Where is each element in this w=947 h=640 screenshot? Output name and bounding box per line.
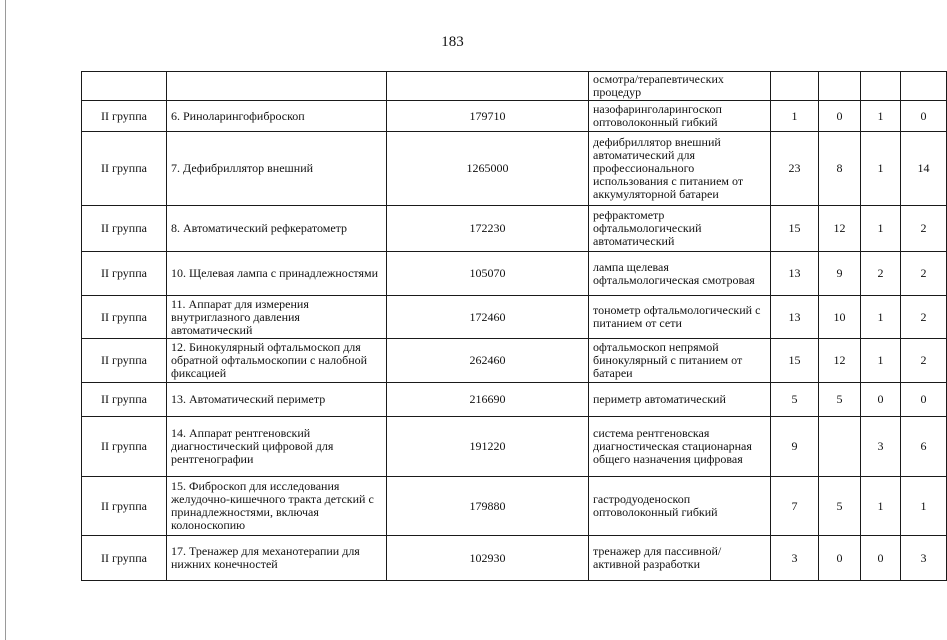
count-cell-1: 23 <box>771 132 819 206</box>
table-row <box>82 339 947 383</box>
count-cell-4 <box>901 72 947 101</box>
group-cell: II группа <box>82 101 167 132</box>
equipment-name-cell: 6. Риноларингофиброскоп <box>167 101 387 132</box>
count-cell-3: 1 <box>861 132 901 206</box>
table-row <box>82 477 947 536</box>
group-cell: II группа <box>82 383 167 417</box>
code-cell: 105070 <box>387 252 589 296</box>
count-cell-3: 0 <box>861 536 901 581</box>
count-cell-3: 1 <box>861 296 901 339</box>
code-cell: 179710 <box>387 101 589 132</box>
count-cell-4: 14 <box>901 132 947 206</box>
code-cell: 191220 <box>387 417 589 477</box>
table-row <box>82 252 947 296</box>
count-cell-3: 1 <box>861 339 901 383</box>
count-cell-4: 2 <box>901 206 947 252</box>
count-cell-1: 15 <box>771 339 819 383</box>
equipment-name-cell: 13. Автоматический периметр <box>167 383 387 417</box>
page-edge-rule <box>5 0 6 640</box>
count-cell-1: 13 <box>771 296 819 339</box>
equipment-name-cell: 12. Бинокулярный офтальмоскоп для обратной офтальмоскопии с налобной фиксацией <box>167 339 387 383</box>
code-cell: 172460 <box>387 296 589 339</box>
group-cell: II группа <box>82 132 167 206</box>
device-type-cell: осмотра/терапевтических процедур <box>589 72 771 101</box>
device-type-cell: лампа щелевая офтальмологическая смотровая <box>589 252 771 296</box>
equipment-name-cell: 17. Тренажер для механотерапии для нижних конечностей <box>167 536 387 581</box>
count-cell-2: 9 <box>819 252 861 296</box>
count-cell-4: 1 <box>901 477 947 536</box>
count-cell-3: 1 <box>861 477 901 536</box>
group-cell <box>82 72 167 101</box>
device-type-cell: периметр автоматический <box>589 383 771 417</box>
count-cell-1: 3 <box>771 536 819 581</box>
code-cell: 262460 <box>387 339 589 383</box>
table-row <box>82 536 947 581</box>
count-cell-2 <box>819 72 861 101</box>
device-type-cell: тренажер для пассивной/активной разработки <box>589 536 771 581</box>
table-row <box>82 296 947 339</box>
count-cell-2: 5 <box>819 383 861 417</box>
count-cell-3: 1 <box>861 101 901 132</box>
count-cell-1: 9 <box>771 417 819 477</box>
code-cell: 172230 <box>387 206 589 252</box>
count-cell-1: 7 <box>771 477 819 536</box>
count-cell-4: 0 <box>901 383 947 417</box>
table-row <box>82 72 947 101</box>
count-cell-3: 1 <box>861 206 901 252</box>
count-cell-1: 15 <box>771 206 819 252</box>
count-cell-4: 2 <box>901 252 947 296</box>
count-cell-3 <box>861 72 901 101</box>
count-cell-2: 0 <box>819 536 861 581</box>
group-cell: II группа <box>82 296 167 339</box>
code-cell: 1265000 <box>387 132 589 206</box>
code-cell: 102930 <box>387 536 589 581</box>
group-cell: II группа <box>82 536 167 581</box>
code-cell: 216690 <box>387 383 589 417</box>
group-cell: II группа <box>82 417 167 477</box>
code-cell: 179880 <box>387 477 589 536</box>
equipment-name-cell: 14. Аппарат рентгеновский диагностический цифровой для рентгенографии <box>167 417 387 477</box>
count-cell-1: 5 <box>771 383 819 417</box>
table-row <box>82 101 947 132</box>
table-row <box>82 132 947 206</box>
count-cell-1: 1 <box>771 101 819 132</box>
table-row <box>82 383 947 417</box>
count-cell-1: 13 <box>771 252 819 296</box>
equipment-name-cell: 8. Автоматический рефкератометр <box>167 206 387 252</box>
equipment-name-cell: 7. Дефибриллятор внешний <box>167 132 387 206</box>
device-type-cell: гастродуоденоскоп оптоволоконный гибкий <box>589 477 771 536</box>
count-cell-2: 10 <box>819 296 861 339</box>
count-cell-2 <box>819 417 861 477</box>
count-cell-4: 3 <box>901 536 947 581</box>
page-number: 183 <box>441 34 464 50</box>
table-body <box>82 72 947 581</box>
code-cell <box>387 72 589 101</box>
count-cell-3: 0 <box>861 383 901 417</box>
device-type-cell: дефибриллятор внешний автоматический для профессионального использования с питанием от аккумуляторной батареи <box>589 132 771 206</box>
group-cell: II группа <box>82 252 167 296</box>
equipment-name-cell: 10. Щелевая лампа с принадлежностями <box>167 252 387 296</box>
count-cell-2: 5 <box>819 477 861 536</box>
device-type-cell: тонометр офтальмологический с питанием от сети <box>589 296 771 339</box>
count-cell-3: 2 <box>861 252 901 296</box>
equipment-name-cell: 11. Аппарат для измерения внутриглазного давления автоматический <box>167 296 387 339</box>
count-cell-2: 0 <box>819 101 861 132</box>
count-cell-4: 0 <box>901 101 947 132</box>
group-cell: II группа <box>82 339 167 383</box>
table-row <box>82 206 947 252</box>
count-cell-1 <box>771 72 819 101</box>
device-type-cell: рефрактометр офтальмологический автоматический <box>589 206 771 252</box>
equipment-table <box>81 71 947 581</box>
count-cell-4: 6 <box>901 417 947 477</box>
device-type-cell: офтальмоскоп непрямой бинокулярный с питанием от батареи <box>589 339 771 383</box>
count-cell-4: 2 <box>901 339 947 383</box>
group-cell: II группа <box>82 206 167 252</box>
table-row <box>82 417 947 477</box>
count-cell-2: 12 <box>819 206 861 252</box>
count-cell-2: 12 <box>819 339 861 383</box>
count-cell-2: 8 <box>819 132 861 206</box>
device-type-cell: система рентгеновская диагностическая стационарная общего назначения цифровая <box>589 417 771 477</box>
count-cell-4: 2 <box>901 296 947 339</box>
group-cell: II группа <box>82 477 167 536</box>
count-cell-3: 3 <box>861 417 901 477</box>
equipment-name-cell: 15. Фиброскоп для исследования желудочно-кишечного тракта детский с принадлежностями, включая колоноскопию <box>167 477 387 536</box>
equipment-name-cell <box>167 72 387 101</box>
device-type-cell: назофаринголарингоскоп оптоволоконный гибкий <box>589 101 771 132</box>
